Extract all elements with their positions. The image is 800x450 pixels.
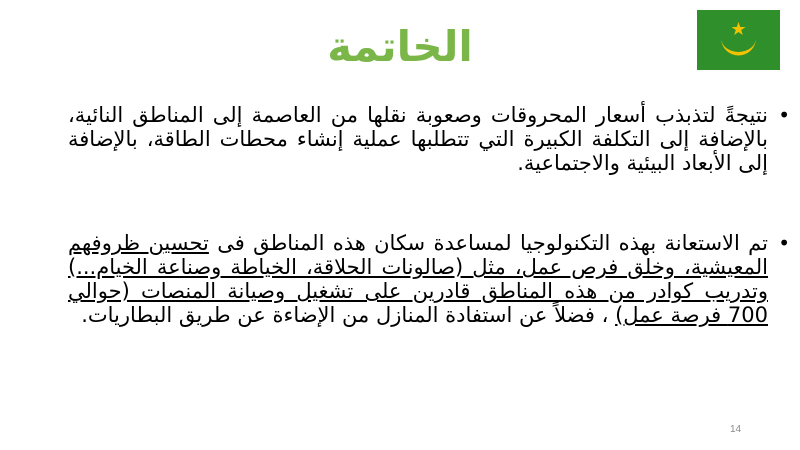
page-number: 14 (730, 424, 742, 435)
bullet-1-text: نتيجةً لتذبذب أسعار المحروقات وصعوبة نقلها من العاصمة إلى المناطق النائية، بالإضافة إلى التكلفة الكبيرة التي تتطلبها عملية إنشاء محطات الطاقة، بالإضافة إلى الأبعاد البيئية والاجتماعية. (68, 103, 768, 175)
bullet-dot: • (778, 103, 790, 127)
bullet-2 (68, 231, 790, 327)
bullet-2-text-after: ، فضلاً عن استفادة المنازل من الإضاءة عن طريق البطاريات. (81, 303, 616, 327)
bullet-2-text-before: تم الاستعانة بهذه التكنولوجيا لمساعدة سكان هذه المناطق فى (208, 231, 768, 255)
mauritania-flag-icon (697, 10, 780, 70)
bullet-1 (68, 103, 790, 175)
slide-title: الخاتمة (327, 22, 473, 71)
bullet-2-text-underlined: تحسين ظروفهم المعيشية، وخلق فرص عمل، مثل (صالونات الحلاقة، الخياطة وصناعة الخيام...) وتدريب كوادر من هذه المناطق قادرين على تشغيل وصيانة المنصات (حوالي 700 فرصة عمل) (68, 231, 768, 327)
bullet-dot: • (778, 231, 790, 255)
